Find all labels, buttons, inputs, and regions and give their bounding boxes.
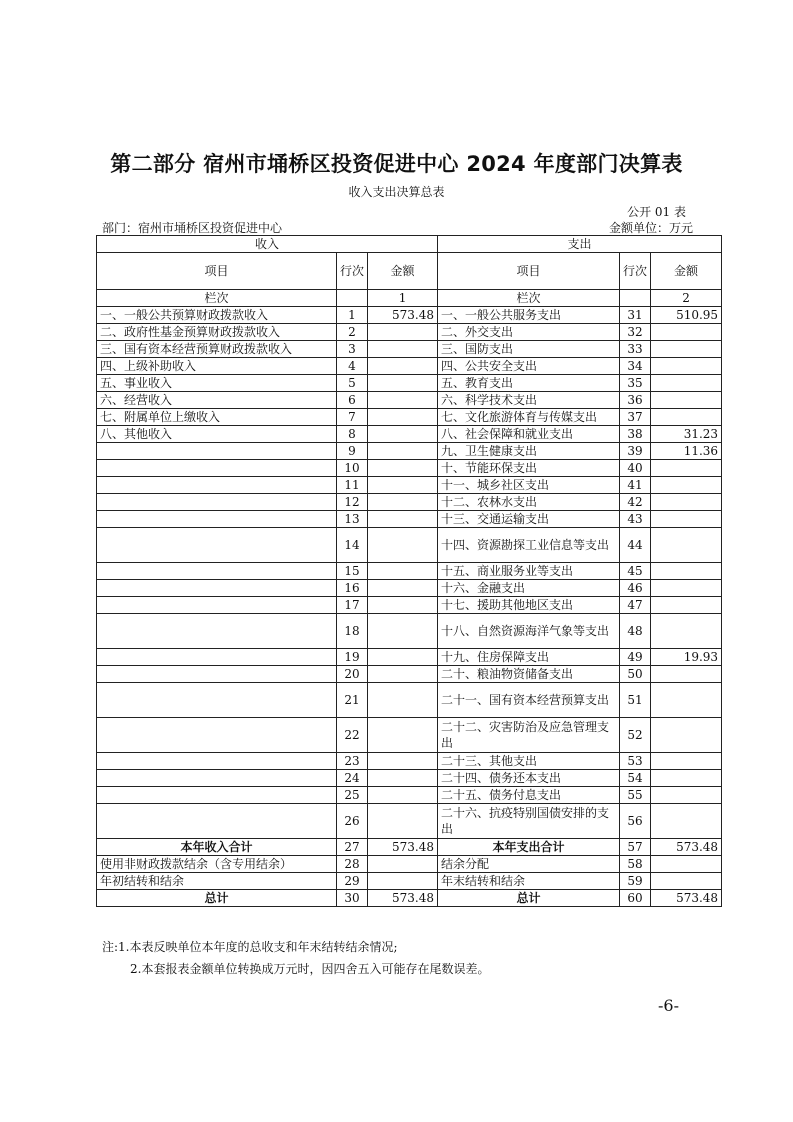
income-amount-cell	[368, 392, 438, 409]
expense-amount-cell: 573.48	[651, 890, 722, 907]
income-item-cell	[97, 494, 337, 511]
income-row-no-cell: 22	[337, 718, 368, 753]
table-row	[97, 787, 722, 804]
income-item-cell	[97, 511, 337, 528]
income-row-no-cell: 23	[337, 753, 368, 770]
income-row-no-cell: 8	[337, 426, 368, 443]
expense-amount-cell: 31.23	[651, 426, 722, 443]
income-item-cell: 五、事业收入	[97, 375, 337, 392]
expense-row-no-cell: 57	[620, 839, 651, 856]
expense-amount-cell	[651, 460, 722, 477]
income-item-cell	[97, 580, 337, 597]
table-row	[97, 873, 722, 890]
income-item-cell	[97, 649, 337, 666]
income-amount-cell	[368, 683, 438, 718]
expense-amount-cell	[651, 770, 722, 787]
expense-amount-cell	[651, 341, 722, 358]
table-row	[97, 460, 722, 477]
table-row	[97, 409, 722, 426]
table-row	[97, 580, 722, 597]
expense-row-no-cell: 44	[620, 528, 651, 563]
expense-row-no-cell: 50	[620, 666, 651, 683]
expense-row-no-cell: 35	[620, 375, 651, 392]
expense-row-no-cell: 39	[620, 443, 651, 460]
expense-item-cell: 十五、商业服务业等支出	[438, 563, 620, 580]
income-row-no-cell: 9	[337, 443, 368, 460]
income-amount-cell: 573.48	[368, 307, 438, 324]
footnotes	[102, 936, 489, 980]
expense-amount-cell	[651, 580, 722, 597]
income-item-cell	[97, 787, 337, 804]
income-amount-cell	[368, 873, 438, 890]
income-item-cell: 四、上级补助收入	[97, 358, 337, 375]
expense-row-no-cell: 56	[620, 804, 651, 839]
income-amount-cell	[368, 597, 438, 614]
income-amount-cell	[368, 426, 438, 443]
table-row	[97, 614, 722, 649]
expense-item-cell: 十七、援助其他地区支出	[438, 597, 620, 614]
income-amount-cell	[368, 528, 438, 563]
expense-item-cell: 二十二、灾害防治及应急管理支出	[438, 718, 620, 753]
income-row-no-cell: 1	[337, 307, 368, 324]
income-row-no-cell: 29	[337, 873, 368, 890]
income-item-cell	[97, 443, 337, 460]
expense-row-no-cell: 54	[620, 770, 651, 787]
expense-amount-cell	[651, 511, 722, 528]
income-row-no-cell: 7	[337, 409, 368, 426]
expense-amount-cell	[651, 477, 722, 494]
income-amount-cell	[368, 460, 438, 477]
income-row-no-cell: 15	[337, 563, 368, 580]
expense-item-cell: 四、公共安全支出	[438, 358, 620, 375]
income-item-cell: 年初结转和结余	[97, 873, 337, 890]
expense-amount-cell	[651, 787, 722, 804]
table-row	[97, 753, 722, 770]
expense-row-no-cell: 36	[620, 392, 651, 409]
income-item-cell	[97, 597, 337, 614]
income-amount-cell: 573.48	[368, 839, 438, 856]
income-row-no-header: 行次	[337, 253, 368, 290]
income-amount-cell	[368, 804, 438, 839]
table-row	[97, 770, 722, 787]
income-amount-cell	[368, 753, 438, 770]
table-row	[97, 856, 722, 873]
expense-amount-header: 金额	[651, 253, 722, 290]
income-row-no-cell: 6	[337, 392, 368, 409]
income-amount-cell	[368, 770, 438, 787]
expense-row-no-header: 行次	[620, 253, 651, 290]
income-item-cell: 使用非财政拨款结余（含专用结余）	[97, 856, 337, 873]
expense-column-number: 2	[651, 290, 722, 307]
expense-amount-cell: 573.48	[651, 839, 722, 856]
income-amount-cell	[368, 494, 438, 511]
income-amount-cell	[368, 443, 438, 460]
income-row-no-cell: 11	[337, 477, 368, 494]
table-row	[97, 718, 722, 753]
income-item-cell	[97, 804, 337, 839]
column-header-row	[97, 253, 722, 290]
expense-section-header: 支出	[438, 236, 722, 253]
department-label: 部门：宿州市埇桥区投资促进中心	[102, 221, 283, 235]
expense-item-cell: 二十一、国有资本经营预算支出	[438, 683, 620, 718]
section-header-row	[97, 236, 722, 253]
expense-amount-cell: 19.93	[651, 649, 722, 666]
income-row-no-cell: 25	[337, 787, 368, 804]
expense-item-cell: 十九、住房保障支出	[438, 649, 620, 666]
expense-row-no-cell: 33	[620, 341, 651, 358]
income-item-cell: 三、国有资本经营预算财政拨款收入	[97, 341, 337, 358]
expense-row-no-cell: 59	[620, 873, 651, 890]
expense-amount-cell	[651, 409, 722, 426]
income-item-cell	[97, 528, 337, 563]
income-row-no-cell: 21	[337, 683, 368, 718]
expense-row-no-cell: 38	[620, 426, 651, 443]
expense-row-no-cell: 31	[620, 307, 651, 324]
expense-item-cell: 一、一般公共服务支出	[438, 307, 620, 324]
income-amount-cell	[368, 324, 438, 341]
table-row	[97, 324, 722, 341]
expense-item-cell: 十一、城乡社区支出	[438, 477, 620, 494]
income-section-header: 收入	[97, 236, 438, 253]
expense-row-no-cell: 49	[620, 649, 651, 666]
expense-index-label: 栏次	[438, 290, 620, 307]
income-row-no-cell: 3	[337, 341, 368, 358]
table-row	[97, 426, 722, 443]
expense-item-cell: 十八、自然资源海洋气象等支出	[438, 614, 620, 649]
expense-item-header: 项目	[438, 253, 620, 290]
income-row-no-cell: 27	[337, 839, 368, 856]
income-row-no-cell: 16	[337, 580, 368, 597]
expense-row-no-cell: 53	[620, 753, 651, 770]
expense-item-cell: 二十三、其他支出	[438, 753, 620, 770]
expense-item-cell: 二十、粮油物资储备支出	[438, 666, 620, 683]
income-item-cell	[97, 753, 337, 770]
expense-amount-cell	[651, 358, 722, 375]
expense-item-cell: 六、科学技术支出	[438, 392, 620, 409]
table-row	[97, 358, 722, 375]
expense-item-cell: 十二、农林水支出	[438, 494, 620, 511]
table-row	[97, 494, 722, 511]
income-row-no-cell: 19	[337, 649, 368, 666]
page-number: -6-	[658, 996, 679, 1015]
income-row-no-cell: 5	[337, 375, 368, 392]
income-item-cell	[97, 770, 337, 787]
expense-amount-cell	[651, 666, 722, 683]
table-row	[97, 375, 722, 392]
expense-amount-cell	[651, 753, 722, 770]
expense-row-no-cell: 34	[620, 358, 651, 375]
income-item-cell: 二、政府性基金预算财政拨款收入	[97, 324, 337, 341]
income-amount-cell	[368, 375, 438, 392]
expense-item-cell: 总计	[438, 890, 620, 907]
expense-item-cell: 本年支出合计	[438, 839, 620, 856]
expense-item-cell: 二、外交支出	[438, 324, 620, 341]
expense-amount-cell	[651, 375, 722, 392]
expense-item-cell: 五、教育支出	[438, 375, 620, 392]
income-amount-cell	[368, 649, 438, 666]
expense-row-no-cell: 58	[620, 856, 651, 873]
expense-row-no-cell: 37	[620, 409, 651, 426]
income-item-cell: 一、一般公共预算财政拨款收入	[97, 307, 337, 324]
income-row-no-cell: 13	[337, 511, 368, 528]
income-row-no-cell: 24	[337, 770, 368, 787]
income-item-cell: 六、经营收入	[97, 392, 337, 409]
expense-row-no-cell: 47	[620, 597, 651, 614]
income-item-cell	[97, 718, 337, 753]
expense-amount-cell	[651, 494, 722, 511]
table-row	[97, 563, 722, 580]
expense-item-cell: 十四、资源勘探工业信息等支出	[438, 528, 620, 563]
expense-row-no-cell: 40	[620, 460, 651, 477]
income-index-label: 栏次	[97, 290, 337, 307]
expense-amount-cell	[651, 718, 722, 753]
income-amount-cell	[368, 856, 438, 873]
table-row	[97, 649, 722, 666]
form-number: 公开 01 表	[627, 205, 686, 219]
income-row-no-cell: 4	[337, 358, 368, 375]
table-subtitle: 收入支出决算总表	[348, 185, 445, 199]
income-row-no-cell: 14	[337, 528, 368, 563]
expense-index-blank	[620, 290, 651, 307]
table-row	[97, 528, 722, 563]
footnote-1: 注:1.本表反映单位本年度的总收支和年末结转结余情况;	[102, 940, 398, 954]
income-item-cell	[97, 666, 337, 683]
expense-item-cell: 七、文化旅游体育与传媒支出	[438, 409, 620, 426]
expense-row-no-cell: 55	[620, 787, 651, 804]
income-amount-cell	[368, 477, 438, 494]
expense-row-no-cell: 52	[620, 718, 651, 753]
income-row-no-cell: 10	[337, 460, 368, 477]
expense-item-cell: 二十六、抗疫特别国债安排的支出	[438, 804, 620, 839]
expense-row-no-cell: 51	[620, 683, 651, 718]
income-amount-cell	[368, 358, 438, 375]
expense-amount-cell	[651, 614, 722, 649]
income-row-no-cell: 2	[337, 324, 368, 341]
income-item-cell: 本年收入合计	[97, 839, 337, 856]
expense-amount-cell	[651, 856, 722, 873]
expense-item-cell: 结余分配	[438, 856, 620, 873]
amount-unit-label: 金额单位：万元	[608, 221, 693, 235]
income-item-cell: 八、其他收入	[97, 426, 337, 443]
income-item-cell	[97, 683, 337, 718]
expense-row-no-cell: 60	[620, 890, 651, 907]
expense-row-no-cell: 42	[620, 494, 651, 511]
income-amount-cell: 573.48	[368, 890, 438, 907]
income-row-no-cell: 18	[337, 614, 368, 649]
table-row	[97, 804, 722, 839]
income-item-cell	[97, 477, 337, 494]
income-index-blank	[337, 290, 368, 307]
income-item-header: 项目	[97, 253, 337, 290]
expense-item-cell: 十、节能环保支出	[438, 460, 620, 477]
income-row-no-cell: 20	[337, 666, 368, 683]
expense-item-cell: 八、社会保障和就业支出	[438, 426, 620, 443]
expense-amount-cell	[651, 528, 722, 563]
expense-amount-cell	[651, 324, 722, 341]
table-row	[97, 443, 722, 460]
income-amount-cell	[368, 666, 438, 683]
expense-amount-cell	[651, 563, 722, 580]
expense-row-no-cell: 41	[620, 477, 651, 494]
income-amount-cell	[368, 614, 438, 649]
table-row	[97, 597, 722, 614]
expense-row-no-cell: 46	[620, 580, 651, 597]
table-row	[97, 683, 722, 718]
expense-item-cell: 年末结转和结余	[438, 873, 620, 890]
table-row	[97, 341, 722, 358]
income-row-no-cell: 26	[337, 804, 368, 839]
expense-row-no-cell: 48	[620, 614, 651, 649]
income-amount-cell	[368, 718, 438, 753]
expense-item-cell: 十六、金融支出	[438, 580, 620, 597]
income-item-cell: 七、附属单位上缴收入	[97, 409, 337, 426]
expense-amount-cell	[651, 683, 722, 718]
table-row	[97, 392, 722, 409]
expense-amount-cell	[651, 873, 722, 890]
expense-amount-cell	[651, 804, 722, 839]
expense-item-cell: 二十五、债务付息支出	[438, 787, 620, 804]
column-index-row	[97, 290, 722, 307]
income-amount-cell	[368, 511, 438, 528]
table-row	[97, 839, 722, 856]
expense-row-no-cell: 32	[620, 324, 651, 341]
income-amount-cell	[368, 580, 438, 597]
income-row-no-cell: 28	[337, 856, 368, 873]
expense-item-cell: 三、国防支出	[438, 341, 620, 358]
income-item-cell: 总计	[97, 890, 337, 907]
income-row-no-cell: 17	[337, 597, 368, 614]
table-row	[97, 666, 722, 683]
income-item-cell	[97, 460, 337, 477]
income-column-number: 1	[368, 290, 438, 307]
document-title: 第二部分 宿州市埇桥区投资促进中心 2024 年度部门决算表	[110, 152, 683, 176]
income-amount-cell	[368, 341, 438, 358]
income-item-cell	[97, 563, 337, 580]
table-row	[97, 307, 722, 324]
expense-amount-cell	[651, 392, 722, 409]
income-amount-header: 金额	[368, 253, 438, 290]
table-row	[97, 477, 722, 494]
expense-amount-cell: 11.36	[651, 443, 722, 460]
expense-item-cell: 九、卫生健康支出	[438, 443, 620, 460]
expense-item-cell: 二十四、债务还本支出	[438, 770, 620, 787]
footnote-2: 2.本套报表金额单位转换成万元时，因四舍五入可能存在尾数误差。	[130, 962, 490, 976]
expense-amount-cell: 510.95	[651, 307, 722, 324]
table-row	[97, 511, 722, 528]
expense-item-cell: 十三、交通运输支出	[438, 511, 620, 528]
income-item-cell	[97, 614, 337, 649]
expense-row-no-cell: 43	[620, 511, 651, 528]
income-expense-table	[96, 235, 722, 907]
expense-amount-cell	[651, 597, 722, 614]
income-amount-cell	[368, 563, 438, 580]
income-amount-cell	[368, 409, 438, 426]
income-amount-cell	[368, 787, 438, 804]
income-row-no-cell: 30	[337, 890, 368, 907]
income-row-no-cell: 12	[337, 494, 368, 511]
table-row	[97, 890, 722, 907]
expense-row-no-cell: 45	[620, 563, 651, 580]
